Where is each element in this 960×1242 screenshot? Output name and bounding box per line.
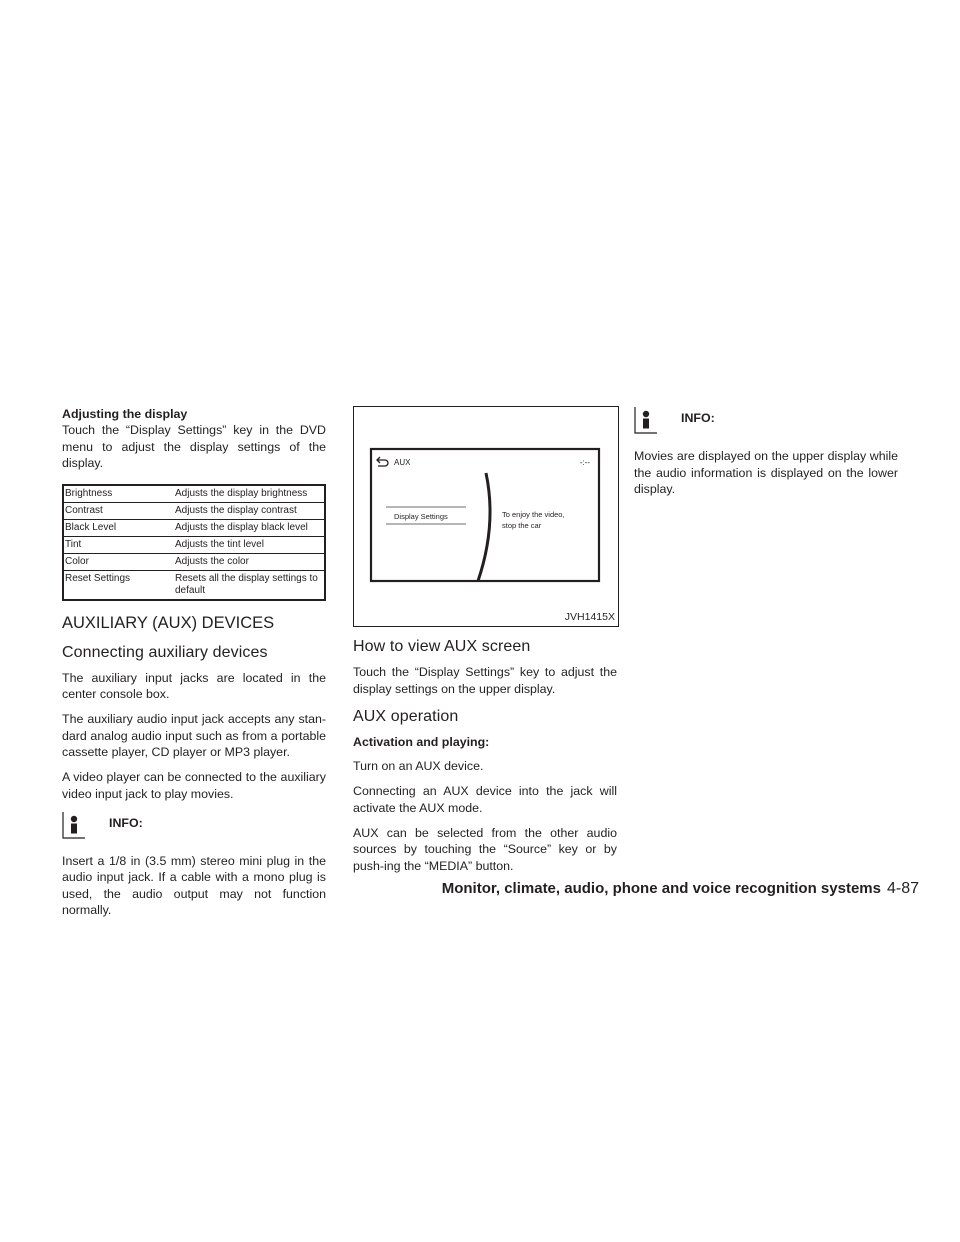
aux-screen-figure [353,406,619,627]
table-row [63,553,325,570]
setting-description: Adjusts the display brightness [175,485,325,503]
activation-step-2: Connecting an AUX device into the jack will activate the AUX mode. [353,784,617,815]
setting-description: Adjusts the tint level [175,536,325,553]
display-settings-key[interactable]: Display Settings [394,512,448,521]
aux-devices-title: AUXILIARY (AUX) DEVICES [62,613,275,632]
page-number: 4-87 [886,880,919,897]
adjust-display-heading: Adjusting the display [62,407,188,421]
setting-description: Resets all the display settings to default [175,570,325,600]
info-label: INFO: [681,411,715,425]
setting-name: Reset Settings [63,570,175,600]
setting-name: Tint [63,536,175,553]
left-column [62,406,326,927]
table-row [63,519,325,536]
setting-name: Contrast [63,502,175,519]
paragraph-video-jack: A video player can be connected to the auxiliary video input jack to play movies. [62,770,326,801]
info-note-2 [634,406,898,438]
setting-name: Black Level [63,519,175,536]
info-text: Insert a 1/8 in (3.5 mm) stereo mini plug in the audio input jack. If a cable with a mono plug is used, the audio output may not function normally. [62,853,326,917]
info-label: INFO: [109,815,143,830]
screen-title: AUX [394,458,411,467]
right-column [634,406,898,506]
how-to-view-text: Touch the “Display Settings” key to adjust the display settings on the upper display. [353,665,617,696]
setting-name: Brightness [63,485,175,503]
setting-description: Adjusts the display black level [175,519,325,536]
middle-column [353,406,617,883]
connecting-aux-title: Connecting auxiliary devices [62,643,268,661]
chapter-title: Monitor, climate, audio, phone and voice recognition systems [441,880,881,897]
info-icon [634,406,658,434]
table-row [63,485,325,503]
setting-description: Adjusts the color [175,553,325,570]
message-line-1: To enjoy the video, [502,510,565,519]
activation-heading: Activation and playing: [353,735,490,749]
info-icon [62,811,86,839]
aux-operation-title: AUX operation [353,708,459,725]
activation-step-3: AUX can be selected from the other audio sources by touching the “Source” key or by push-ing the “MEDIA” button. [353,825,617,873]
figure-code: JVH1415X [564,610,615,623]
setting-name: Color [63,553,175,570]
activation-step-1: Turn on an AUX device. [353,759,484,773]
table-row [63,536,325,553]
aux-screen-illustration [354,407,618,626]
how-to-view-title: How to view AUX screen [353,638,531,655]
message-line-2: stop the car [502,521,542,530]
paragraph-audio-jack: The auxiliary audio input jack accepts any stan-dard analog audio input such as from a portable cassette player, CD player or MP3 player. [62,712,326,759]
info-note [62,811,326,843]
paragraph-input-jacks: The auxiliary input jacks are located in the center console box. [62,670,326,701]
screen-clock: -:-- [579,458,590,467]
setting-description: Adjusts the display contrast [175,502,325,519]
adjust-display-text: Touch the “Display Settings” key in the DVD menu to adjust the display settings of the display. [62,423,326,470]
page-footer [442,880,919,898]
table-row [63,570,325,600]
table-row [63,502,325,519]
display-settings-table [62,484,326,601]
info-text-2: Movies are displayed on the upper display while the audio information is displayed on the lower display. [634,449,898,496]
